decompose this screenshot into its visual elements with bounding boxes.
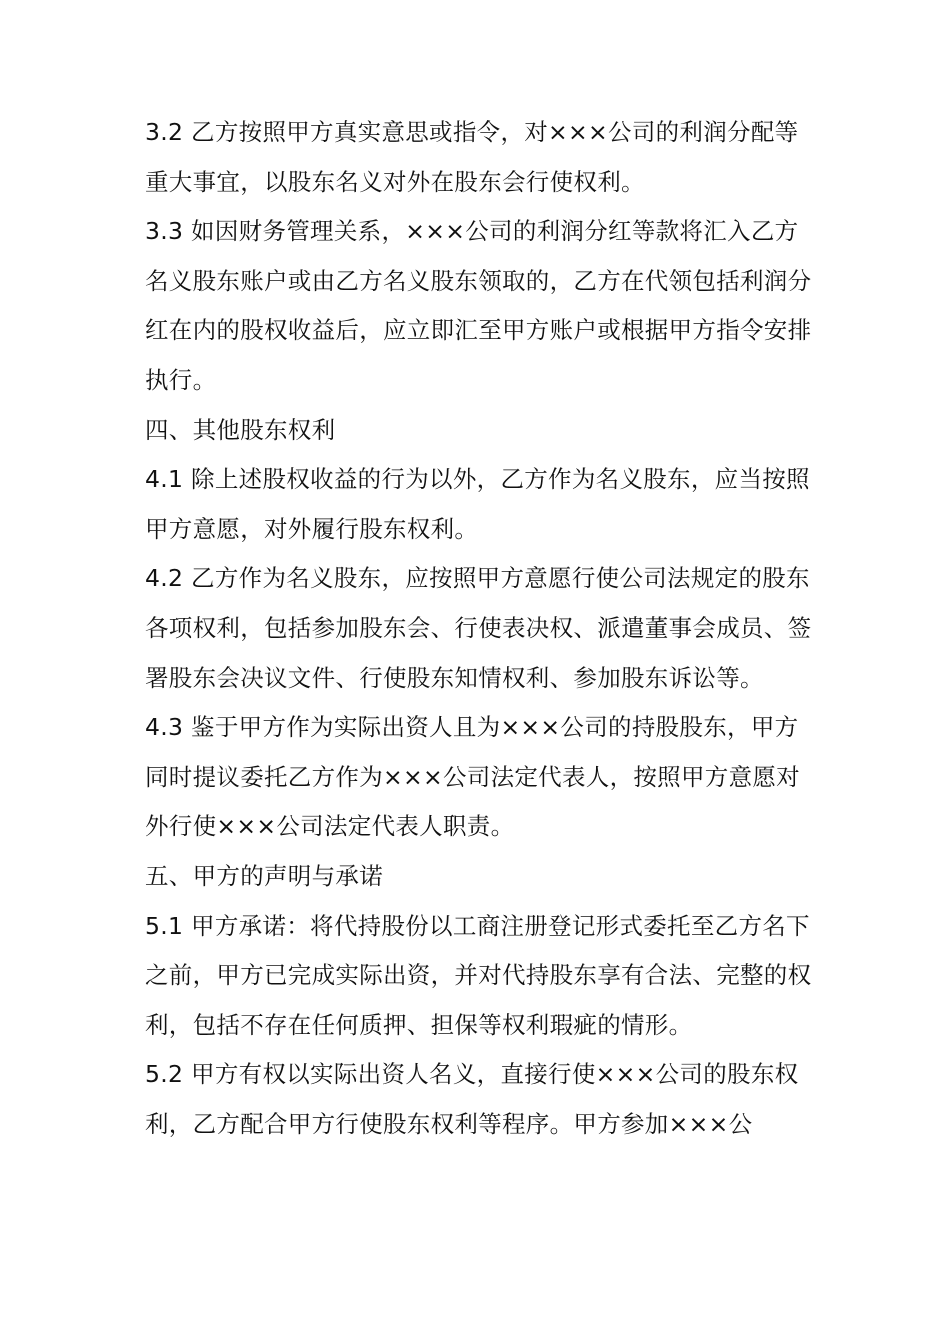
paragraph-5-1: 5.1 甲方承诺：将代持股份以工商注册登记形式委托至乙方名下之前，甲方已完成实际出资，并对代持股东享有合法、完整的权利，包括不存在任何质押、担保等权利瑕疵的情形。 (145, 911, 812, 1039)
paragraph-4-2: 4.2 乙方作为名义股东，应按照甲方意愿行使公司法规定的股东各项权利，包括参加股东会、行使表决权、派遣董事会成员、签署股东会决议文件、行使股东知情权利、参加股东诉讼等。 (145, 564, 812, 692)
paragraph-4-3: 4.3 鉴于甲方作为实际出资人且为×××公司的持股股东，甲方同时提议委托乙方作为×××公司法定代表人，按照甲方意愿对外行使×××公司法定代表人职责。 (145, 713, 800, 841)
paragraph-3-2: 3.2 乙方按照甲方真实意思或指令，对×××公司的利润分配等重大事宜，以股东名义对外在股东会行使权利。 (145, 118, 799, 196)
paragraph-3-3: 3.3 如因财务管理关系，×××公司的利润分红等款将汇入乙方名义股东账户或由乙方名义股东领取的，乙方在代领包括利润分红在内的股权收益后，应立即汇至甲方账户或根据甲方指令安排执行。 (145, 217, 812, 394)
section-heading-5: 五、甲方的声明与承诺 (145, 861, 383, 890)
paragraph-5-2: 5.2 甲方有权以实际出资人名义，直接行使×××公司的股东权利，乙方配合甲方行使股东权利等程序。甲方参加×××公 (145, 1060, 799, 1138)
section-heading-4: 四、其他股东权利 (145, 415, 336, 444)
document-body (145, 108, 815, 1149)
paragraph-4-1: 4.1 除上述股权收益的行为以外，乙方作为名义股东，应当按照甲方意愿，对外履行股东权利。 (145, 465, 810, 543)
